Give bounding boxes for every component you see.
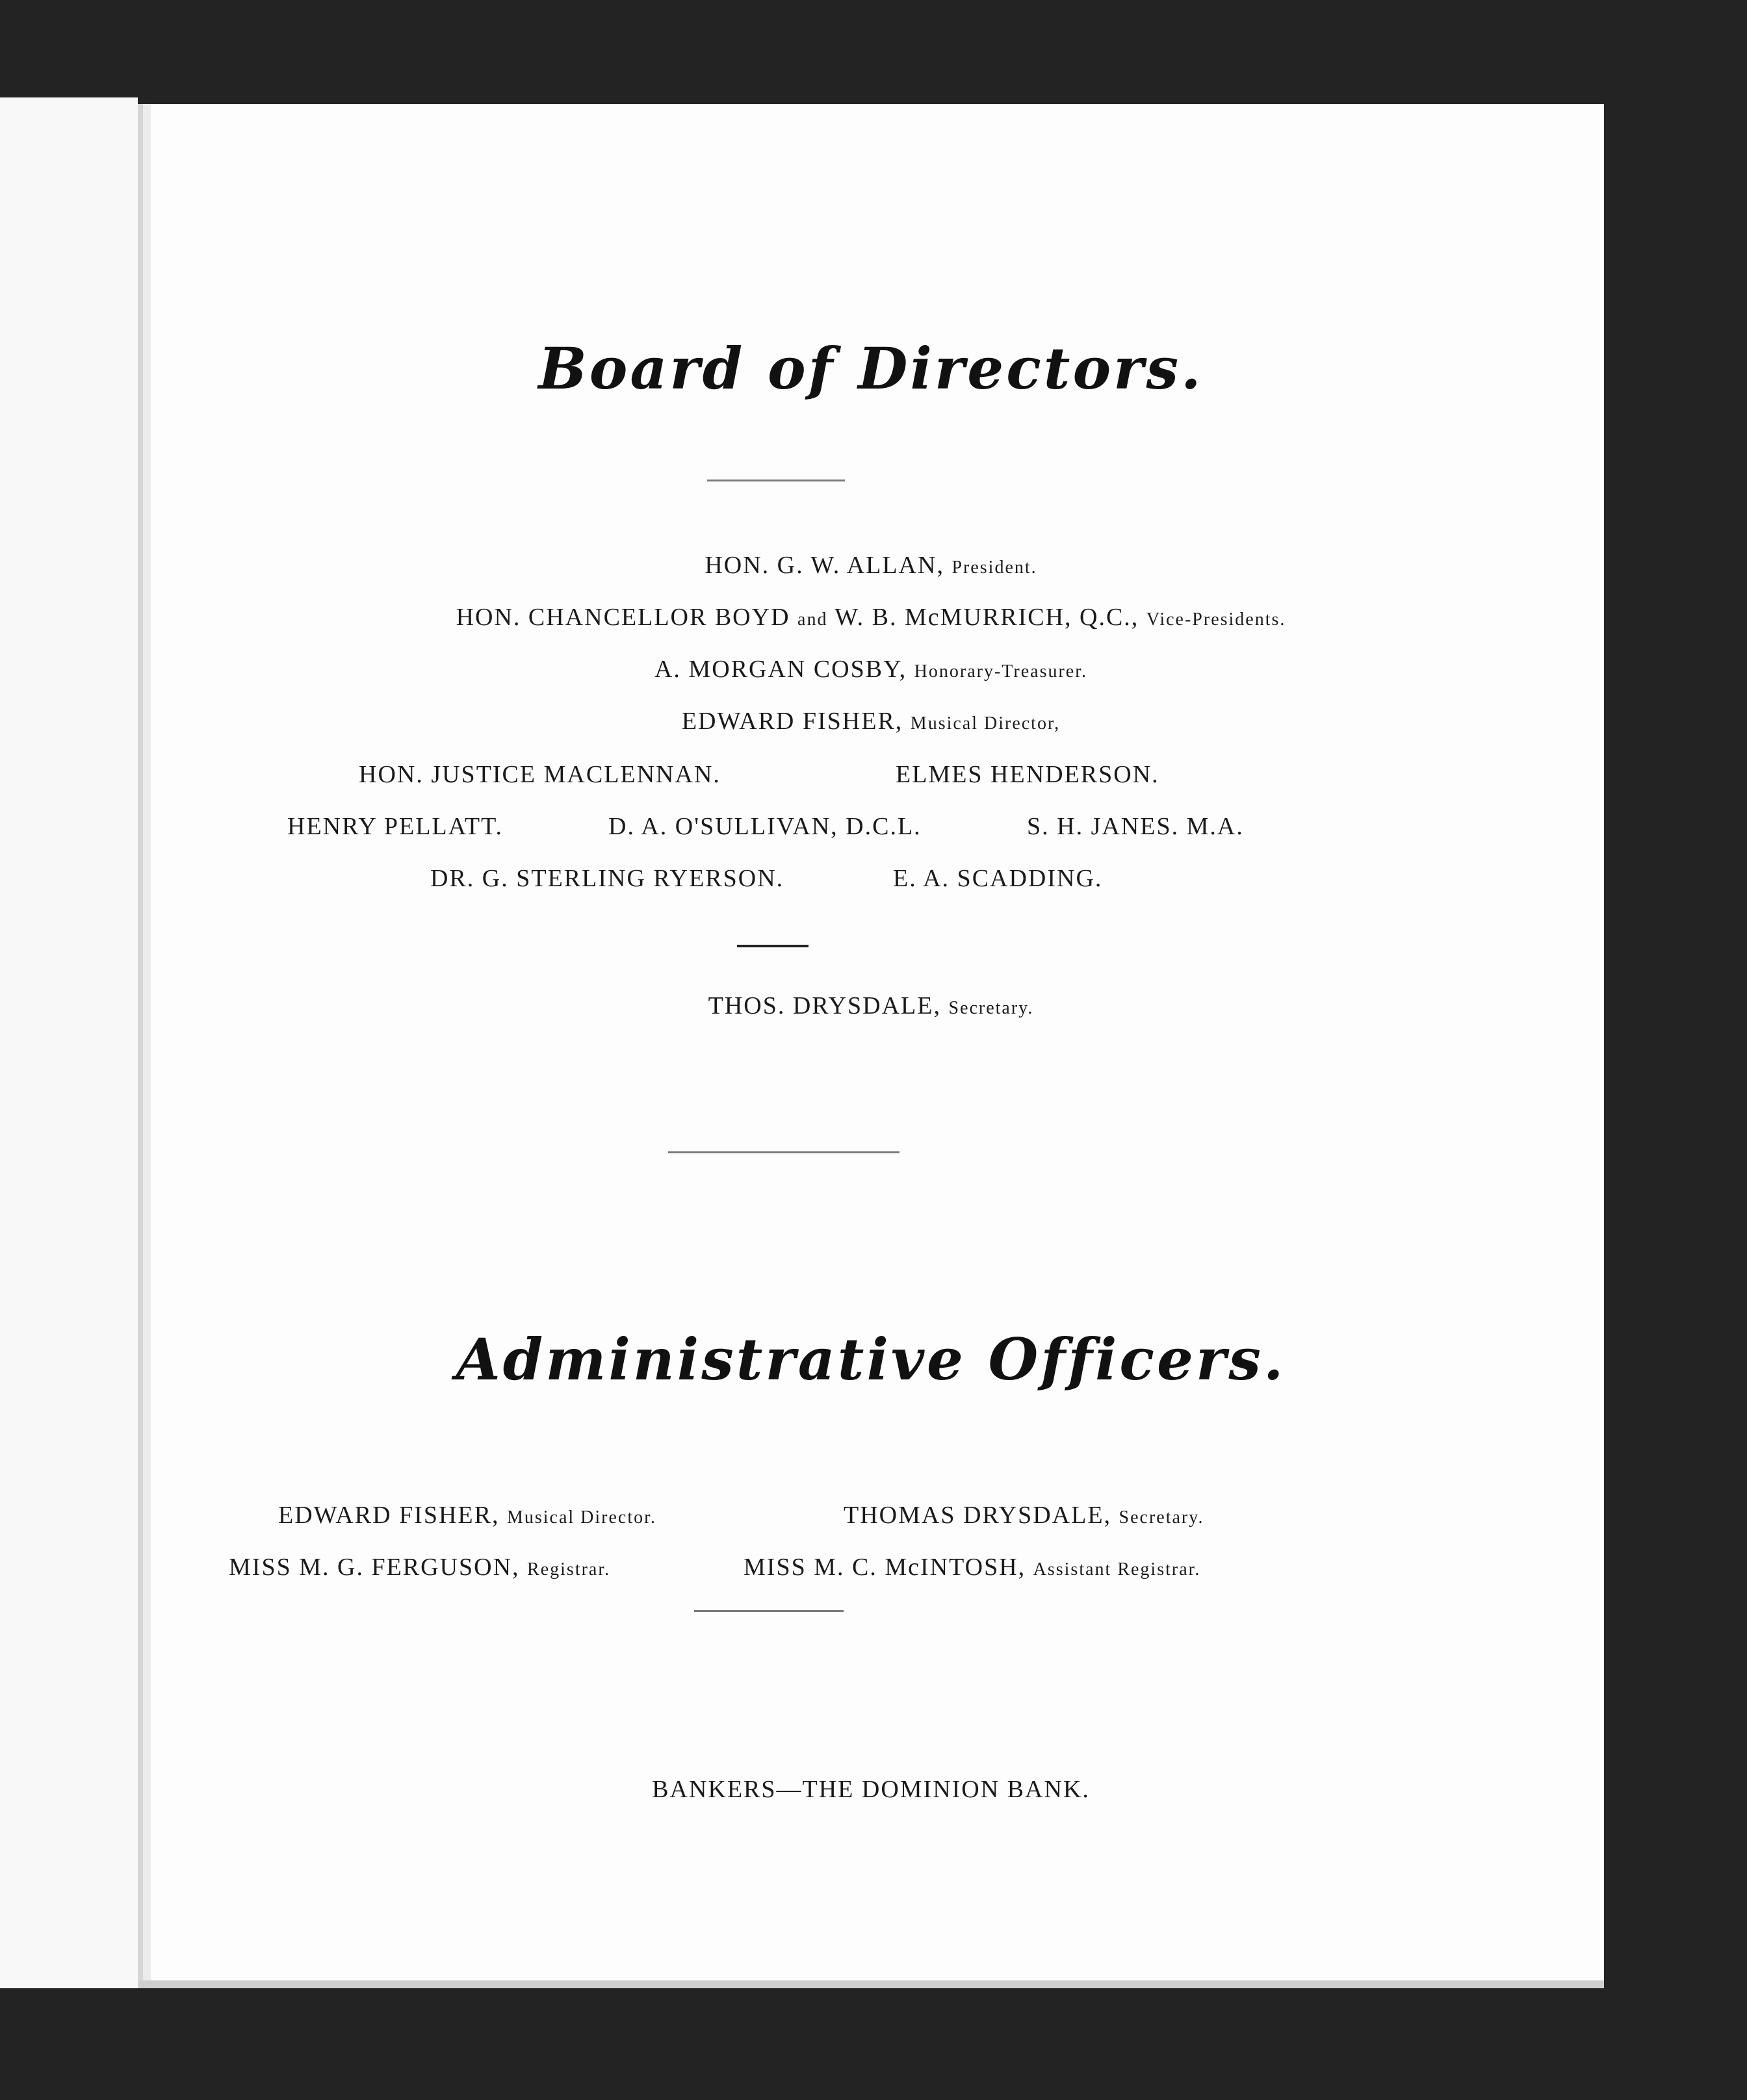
- divider-short: [707, 480, 845, 481]
- officer-mcintosh: [744, 1553, 1200, 1581]
- vp-title: Vice-Presidents.: [1146, 609, 1286, 630]
- president-title: President.: [951, 557, 1037, 578]
- member-osullivan: D. A. O'SULLIVAN, D.C.L.: [608, 813, 922, 840]
- secretary-line: [138, 980, 1604, 1034]
- president-line: [138, 539, 1604, 594]
- bankers-line: BANKERS—THE DOMINION BANK.: [652, 1776, 1090, 1803]
- director-name: EDWARD FISHER,: [681, 708, 903, 735]
- member-scadding: E. A. SCADDING.: [893, 865, 1103, 892]
- member-maclennan: HON. JUSTICE MACLENNAN.: [359, 761, 721, 788]
- officer-fisher: [278, 1501, 656, 1530]
- divider-long: [668, 1151, 899, 1153]
- officers-heading: Administrative Officers.: [456, 1325, 1286, 1393]
- member-janes: S. H. JANES. M.A.: [1027, 813, 1244, 840]
- officer-drysdale: [844, 1501, 1204, 1530]
- officer-mcintosh-name: MISS M. C. McINTOSH,: [744, 1554, 1026, 1581]
- treasurer-line: [138, 643, 1604, 698]
- secretary-title: Secretary.: [948, 998, 1034, 1018]
- officer-drysdale-title: Secretary.: [1119, 1507, 1204, 1528]
- officer-drysdale-name: THOMAS DRYSDALE,: [844, 1502, 1112, 1529]
- board-heading: Board of Directors.: [538, 335, 1204, 402]
- divider-bold: [737, 945, 809, 947]
- secretary-name: THOS. DRYSDALE,: [708, 992, 941, 1019]
- document-page: [138, 104, 1604, 1988]
- member-henderson: ELMES HENDERSON.: [896, 761, 1159, 788]
- facing-page-edge: [0, 97, 138, 1988]
- officer-mcintosh-title: Assistant Registrar.: [1033, 1559, 1201, 1580]
- member-pellatt: HENRY PELLATT.: [287, 813, 503, 840]
- vp-names: HON. CHANCELLOR BOYD: [456, 604, 790, 631]
- officer-fisher-title: Musical Director.: [506, 1507, 656, 1528]
- officer-ferguson: [229, 1553, 610, 1581]
- member-ryerson: DR. G. STERLING RYERSON.: [430, 865, 784, 892]
- vp-and: and: [797, 609, 828, 630]
- president-name: HON. G. W. ALLAN,: [705, 552, 944, 579]
- officer-fisher-name: EDWARD FISHER,: [278, 1502, 500, 1529]
- musical-director-line: [138, 695, 1604, 750]
- vice-presidents-line: [138, 591, 1604, 646]
- officer-ferguson-title: Registrar.: [527, 1559, 611, 1580]
- vp-names-2: W. B. McMURRICH, Q.C.,: [835, 604, 1139, 631]
- treasurer-title: Honorary-Treasurer.: [914, 661, 1088, 682]
- officer-ferguson-name: MISS M. G. FERGUSON,: [229, 1554, 520, 1581]
- director-title: Musical Director,: [910, 713, 1061, 734]
- divider-short-2: [694, 1610, 844, 1612]
- treasurer-name: A. MORGAN COSBY,: [654, 656, 907, 683]
